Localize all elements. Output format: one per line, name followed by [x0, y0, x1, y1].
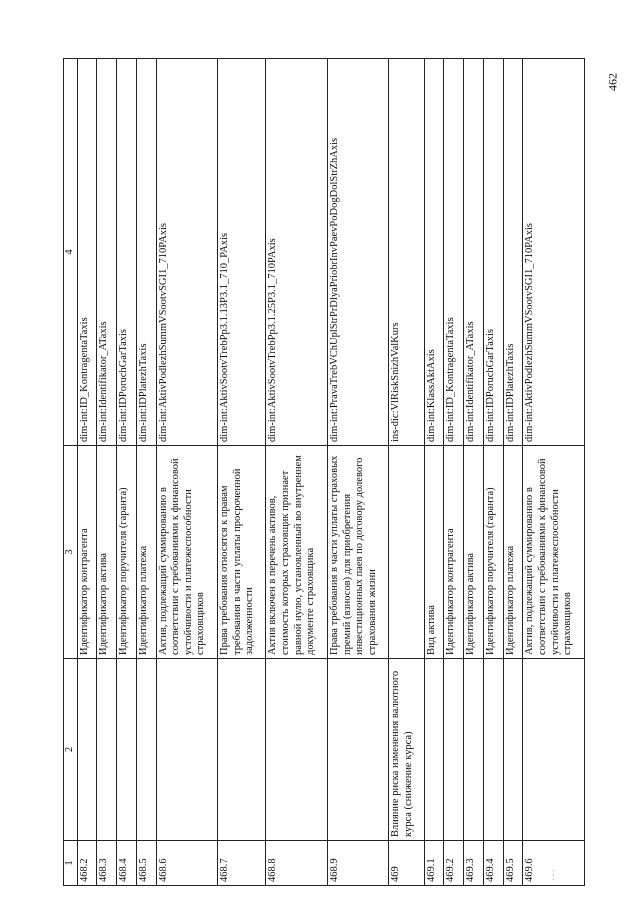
row-description: Права требования в части уплаты страховых премий (взносов) для приобретения инвестиционных паев по договору долевого страхования жизни	[327, 446, 389, 659]
row-code: dim-int:AktivPodlezhSummVSootvSGI1_710PAxis	[523, 59, 585, 446]
row-name	[483, 659, 503, 841]
table-row	[218, 59, 266, 886]
row-code: dim-int:IDPlatezhTaxis	[503, 59, 523, 446]
row-description: Идентификатор актива	[97, 446, 117, 659]
row-code: dim-int:AktivSootvTrebPp3.1.25P3.1_710PAxis	[266, 59, 328, 446]
row-name	[327, 659, 389, 841]
row-number: 469.2	[444, 841, 464, 886]
row-description: Права требования относятся к правам требования в части уплаты просроченной задолженности	[218, 446, 266, 659]
row-description: Вид актива	[424, 446, 444, 659]
row-number: 468.8	[266, 841, 328, 886]
table-row	[136, 59, 156, 886]
row-description: Идентификатор поручителя (гаранта)	[483, 446, 503, 659]
row-number: 469.4	[483, 841, 503, 886]
row-code: dim-int:ID_KontragentaTaxis	[444, 59, 464, 446]
row-name	[117, 659, 137, 841]
table-row	[444, 59, 464, 886]
header-col-3: 3	[64, 446, 78, 659]
row-name	[97, 659, 117, 841]
data-table	[63, 58, 585, 886]
header-row	[64, 59, 78, 886]
table-row	[266, 59, 328, 886]
row-code: dim-int:PravaTrebVChUplStrPrDlyaPriobrInvPaevPoDogDolStrZhAxis	[327, 59, 389, 446]
row-name	[136, 659, 156, 841]
page-number	[603, 62, 623, 102]
row-code: dim-int:KlassAktAxis	[424, 59, 444, 446]
row-name	[218, 659, 266, 841]
page-number-text: 462	[605, 73, 620, 91]
row-code: dim-int:AktivSootvTrebPp3.1.13P3.1_710_PAxis	[218, 59, 266, 446]
row-name: Влияние риска изменения валютного курса (снижение курса)	[389, 659, 424, 841]
row-description	[389, 446, 424, 659]
row-description: Идентификатор контрагента	[444, 446, 464, 659]
row-name	[444, 659, 464, 841]
table-row	[327, 59, 389, 886]
table-row	[156, 59, 218, 886]
row-code: dim-int:ID_KontragentaTaxis	[77, 59, 97, 446]
row-description: Идентификатор платежа	[503, 446, 523, 659]
row-code: dim-int:Identifikator_ATaxis	[97, 59, 117, 446]
row-description: Идентификатор контрагента	[77, 446, 97, 659]
table-row	[503, 59, 523, 886]
row-number: 468.4	[117, 841, 137, 886]
table-row	[117, 59, 137, 886]
row-description: Актив включен в перечень активов, стоимость которых страховщик признает равной нулю, установленный во внутреннем документе страховщика	[266, 446, 328, 659]
corner-mark	[548, 860, 560, 890]
row-name	[156, 659, 218, 841]
row-code: dim-int:AktivPodlezhSummVSootvSGI1_710PAxis	[156, 59, 218, 446]
row-number: 468.5	[136, 841, 156, 886]
table-row	[424, 59, 444, 886]
table-row	[523, 59, 585, 886]
row-number: 468.7	[218, 841, 266, 886]
row-description: Идентификатор актива	[464, 446, 484, 659]
row-number: 468.9	[327, 841, 389, 886]
header-col-4: 4	[64, 59, 78, 446]
row-name	[464, 659, 484, 841]
table-row	[77, 59, 97, 886]
row-description: Актив, подлежащий суммированию в соответствии с требованиями к финансовой устойчивости и платежеспособности страховщиков	[156, 446, 218, 659]
row-description: Актив, подлежащий суммированию в соответствии с требованиями к финансовой устойчивости и платежеспособности страховщиков	[523, 446, 585, 659]
header-col-2: 2	[64, 659, 78, 841]
row-number: 469.5	[503, 841, 523, 886]
row-name	[523, 659, 585, 841]
row-name	[266, 659, 328, 841]
table-row	[483, 59, 503, 886]
row-number: 469.3	[464, 841, 484, 886]
row-description: Идентификатор поручителя (гаранта)	[117, 446, 137, 659]
row-number: 469.6	[523, 841, 585, 886]
row-code: dim-int:IDPlatezhTaxis	[136, 59, 156, 446]
corner-mark-text: · · ·	[549, 869, 559, 881]
table-row	[464, 59, 484, 886]
row-description: Идентификатор платежа	[136, 446, 156, 659]
row-code: dim-int:IDPoruchGarTaxis	[117, 59, 137, 446]
row-name	[503, 659, 523, 841]
row-number: 469	[389, 841, 424, 886]
row-code: dim-int:Identifikator_ATaxis	[464, 59, 484, 446]
table-row	[97, 59, 117, 886]
table-row	[389, 59, 424, 886]
header-col-1: 1	[64, 841, 78, 886]
row-name	[77, 659, 97, 841]
row-code: ins-dic:VlRiskSnizhValKurs	[389, 59, 424, 446]
row-number: 469.1	[424, 841, 444, 886]
row-number: 468.6	[156, 841, 218, 886]
row-name	[424, 659, 444, 841]
row-number: 468.2	[77, 841, 97, 886]
table-container	[63, 59, 585, 886]
row-number: 468.3	[97, 841, 117, 886]
row-code: dim-int:IDPoruchGarTaxis	[483, 59, 503, 446]
